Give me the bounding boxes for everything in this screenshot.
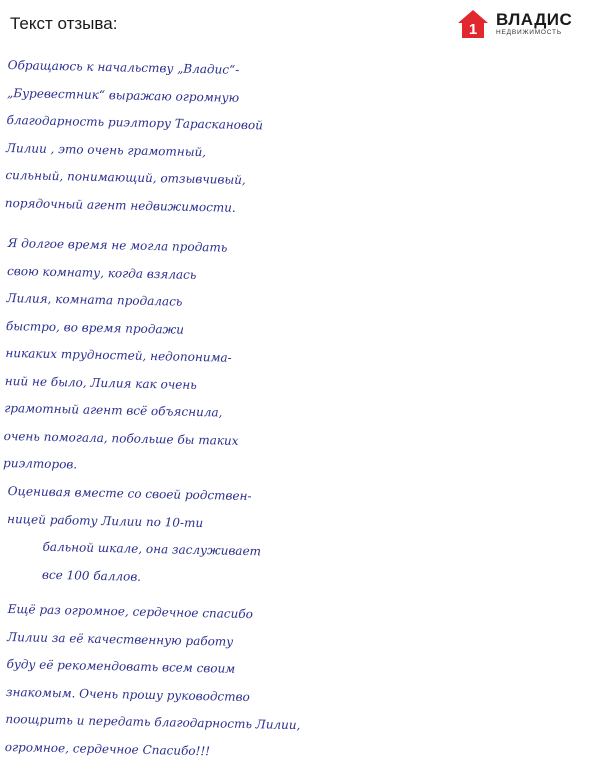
- review-line: огромное, сердечное Спасибо!!!: [4, 739, 211, 758]
- review-paragraph-1: [5, 52, 600, 229]
- review-line: буду её рекомендовать всем своим: [6, 656, 236, 676]
- review-line: Обращаюсь к начальству „Владис“-: [7, 57, 240, 77]
- logo-name: ВЛАДИС: [496, 10, 573, 30]
- review-line: все 100 баллов.: [41, 567, 142, 584]
- review-line: Лилии , это очень грамотный,: [5, 140, 207, 159]
- review-line: знакомым. Очень прошу руководство: [5, 684, 250, 704]
- review-paragraph-4: [5, 596, 600, 773]
- review-line: Ещё раз огромное, сердечное спасибо: [7, 601, 254, 622]
- review-line: Лилия, комната продалась: [6, 290, 183, 309]
- review-line: сильный, понимающий, отзывчивый,: [5, 167, 246, 188]
- review-line: бальной шкале, она заслуживает: [42, 539, 262, 559]
- logo-subtitle: НЕДВИЖИМОСТЬ: [496, 29, 562, 37]
- review-line: очень помогала, побольше бы таких: [3, 428, 239, 448]
- review-line: Оценивая вместе со своей родствен-: [7, 483, 252, 504]
- review-line: ницей работу Лилии по 10-ти: [7, 511, 204, 530]
- review-paragraph-3: [6, 478, 600, 600]
- handwritten-review-sheet: [0, 48, 607, 768]
- review-line: риэлторов.: [2, 455, 78, 472]
- review-line: Я долгое время не могла продать: [7, 235, 228, 255]
- review-line: поощрить и передать благодарность Лилии,: [5, 711, 301, 733]
- review-line: грамотный агент всё объяснила,: [4, 400, 223, 420]
- review-line: никаких трудностей, недопонима-: [5, 345, 232, 365]
- review-header-label: Текст отзыва:: [10, 14, 118, 33]
- review-line: Лилии за её качественную работу: [7, 629, 234, 649]
- review-line: благодарность риэлтору Тараскановой: [6, 112, 264, 133]
- review-line: „Буревестник“ выражаю огромную: [7, 85, 240, 105]
- house-logo-icon: [456, 8, 490, 40]
- review-line: быстро, во время продажи: [5, 318, 185, 337]
- review-line: порядочный агент недвижимости.: [4, 195, 236, 215]
- vladis-logo: [456, 8, 572, 40]
- logo-mark-digit: 1: [468, 21, 478, 38]
- review-line: ний не было, Лилия как очень: [4, 373, 197, 392]
- review-paragraph-2: [3, 230, 600, 490]
- review-line: свою комнату, когда взялась: [7, 263, 197, 282]
